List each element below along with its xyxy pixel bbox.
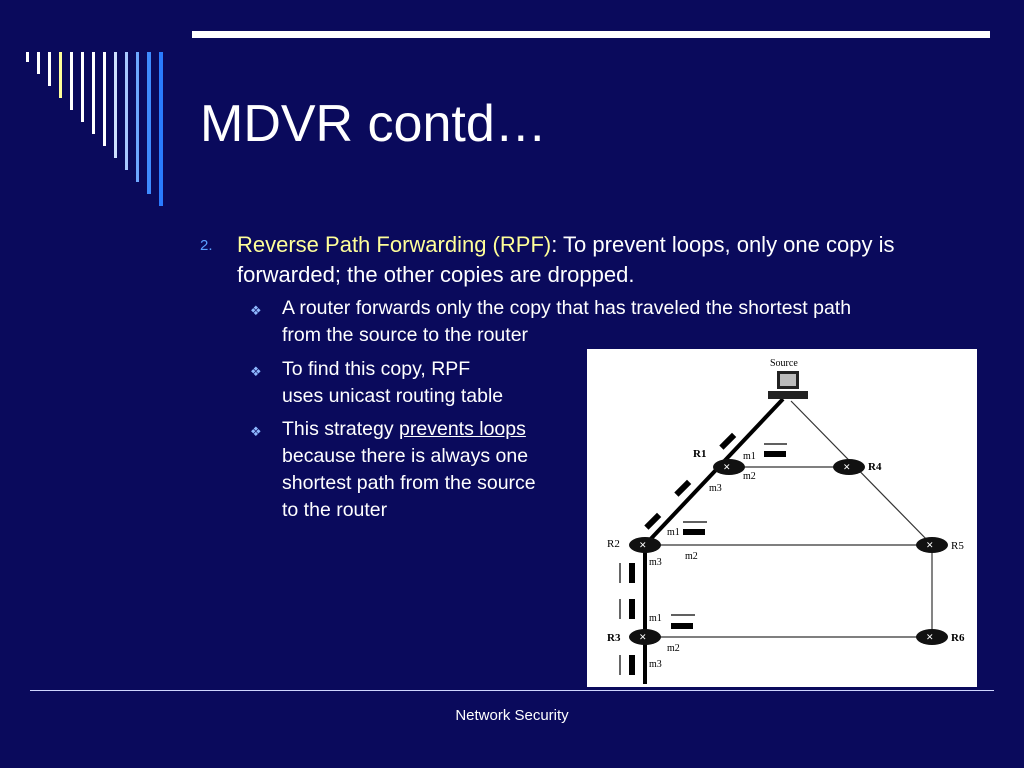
router-r1-icon <box>713 459 745 475</box>
bullet-3-line-2: because there is always one <box>282 445 529 467</box>
bullet-marker: ❖ <box>250 424 262 439</box>
packet-icon <box>629 563 635 583</box>
item-text <box>237 230 957 290</box>
svg-text:✕: ✕ <box>723 462 731 472</box>
message-label: m3 <box>649 557 662 568</box>
message-label: m2 <box>685 551 698 562</box>
packet-icon <box>671 623 693 629</box>
svg-text:✕: ✕ <box>843 462 851 472</box>
router-label: R4 <box>868 461 882 473</box>
item-heading: Reverse Path Forwarding (RPF) <box>237 232 552 257</box>
bullet-2-line-2: uses unicast routing table <box>282 385 504 407</box>
router-label: R2 <box>607 538 620 550</box>
bullet-marker: ❖ <box>250 303 262 318</box>
svg-text:✕: ✕ <box>639 632 647 642</box>
router-r4-icon <box>833 459 865 475</box>
bullet-3-line-1 <box>282 416 536 443</box>
message-label: m1 <box>743 451 756 462</box>
packet-icon <box>629 599 635 619</box>
bullet-2 <box>282 356 503 410</box>
bullet-3-line-3: shortest path from the source <box>282 472 536 494</box>
svg-text:✕: ✕ <box>926 632 934 642</box>
bullet-1 <box>282 295 851 349</box>
source-computer-icon <box>768 371 808 399</box>
bullet-1-line-2: from the source to the router <box>282 324 529 346</box>
footer-rule <box>30 690 994 691</box>
bullet-marker: ❖ <box>250 364 262 379</box>
router-label: R1 <box>693 448 707 460</box>
source-label: Source <box>770 358 798 369</box>
packet-icon <box>719 433 736 450</box>
packet-icon <box>644 513 661 530</box>
message-label: m2 <box>667 643 680 654</box>
decorative-bars <box>24 50 174 210</box>
message-label: m2 <box>743 471 756 482</box>
packet-icon <box>764 451 786 457</box>
svg-text:✕: ✕ <box>926 540 934 550</box>
bullet-3 <box>282 416 536 524</box>
packet-icon <box>683 529 705 535</box>
router-r3-icon <box>629 629 661 645</box>
router-label: R3 <box>607 632 621 644</box>
bullet-1-line-1: A router forwards only the copy that has traveled the shortest path <box>282 297 852 319</box>
bullet-3-pre: This strategy <box>282 418 400 440</box>
packet-icon <box>674 480 691 497</box>
router-r2-icon <box>629 537 661 553</box>
router-label: R6 <box>951 632 965 644</box>
packet-icon <box>629 655 635 675</box>
network-diagram <box>587 349 977 687</box>
message-label: m1 <box>649 613 662 624</box>
item-number: 2. <box>200 237 213 254</box>
message-label: m1 <box>667 527 680 538</box>
rpf-diagram <box>587 349 977 687</box>
item-body: : To prevent loops, only one copy is forwarded; the other copies are dropped. <box>237 232 895 287</box>
bullet-3-line-4: to the router <box>282 499 388 521</box>
bullet-2-line-1: To find this copy, RPF <box>282 358 471 380</box>
svg-text:✕: ✕ <box>639 540 647 550</box>
router-r6-icon <box>916 629 948 645</box>
prevents-loops-link: prevents loops <box>399 418 526 440</box>
slide-title: MDVR contd… <box>200 95 547 153</box>
slide-footer: Network Security <box>455 707 569 724</box>
top-rule <box>192 31 990 38</box>
router-r5-icon <box>916 537 948 553</box>
message-label: m3 <box>709 483 722 494</box>
router-label: R5 <box>951 540 964 552</box>
message-label: m3 <box>649 659 662 670</box>
